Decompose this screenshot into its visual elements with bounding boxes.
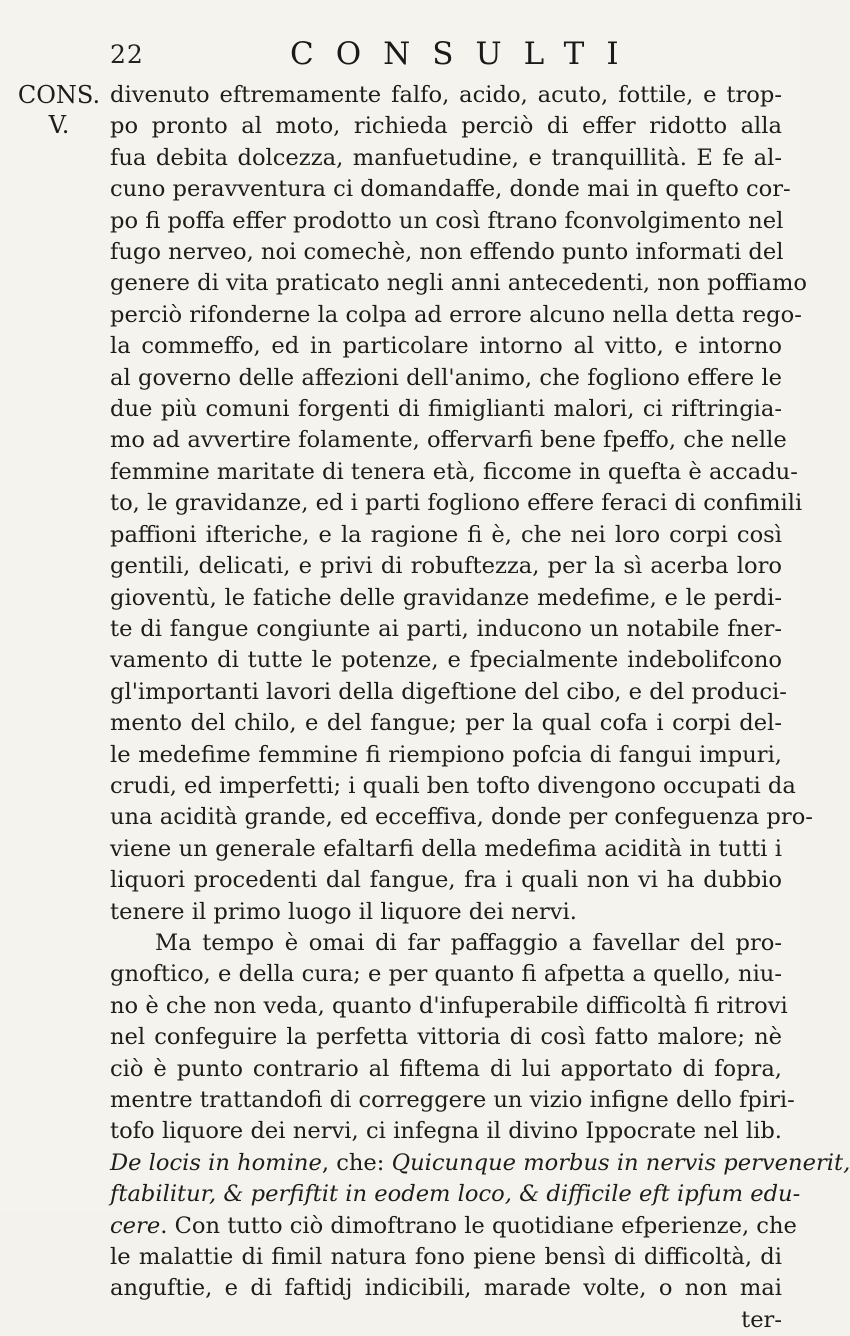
text-line: to, le gravidanze, ed i parti fogliono effere feraci di confimili: [110, 490, 803, 517]
body-text: [110, 80, 850, 1336]
text-line: fugo nerveo, noi comechè, non effendo punto informati del: [110, 239, 784, 266]
text-line: tenere il primo luogo il liquore dei nervi.: [110, 898, 577, 925]
text-line: divenuto eftremamente falfo, acido, acuto, fottile, e trop-: [110, 82, 782, 108]
text-line: cuno peravventura ci domandaffe, donde mai in quefto cor-: [110, 176, 791, 203]
text-line: gl'importanti lavori della digeftione del cibo, e del produci-: [110, 678, 787, 705]
text-line: Ma tempo è omai di far paffaggio a favellar del pro-: [155, 929, 782, 956]
margin-note: [4, 80, 114, 140]
text-line: viene un generale efaltarfi della medefima acidità in tutti i: [110, 835, 782, 862]
citation-quote-2: ftabilitur, & perfiftit in eodem loco, & difficile eft ipfum edu-: [110, 1181, 801, 1208]
citation-after: . Con tutto ciò dimoftrano le quotidiane efperienze, che: [160, 1212, 797, 1239]
text-line: po fi poffa effer prodotto un così ftrano fconvolgimento nel: [110, 207, 784, 234]
page-header: [0, 36, 800, 80]
text-line: mentre trattandofi di correggere un vizio infigne dello fpiri-: [110, 1087, 795, 1113]
text-line: te di fangue congiunte ai parti, inducono un notabile fner-: [110, 615, 782, 642]
citation-quote-1: Quicunque morbus in nervis pervenerit,: [391, 1149, 850, 1176]
text-line: mo ad avvertire folamente, offervarfi bene fpeffo, che nelle: [110, 427, 787, 454]
text-line: le medefime femmine fi riempiono pofcia di fangui impuri,: [110, 741, 782, 768]
text-line: tofo liquore dei nervi, ci infegna il divino Ippocrate nel lib.: [110, 1118, 782, 1145]
text-line: liquori procedenti dal fangue, fra i quali non vi ha dubbio: [110, 867, 782, 894]
text-line: paffioni ifteriche, e la ragione fi è, che nei loro corpi così: [110, 521, 782, 548]
text-line: crudi, ed imperfetti; i quali ben tofto divengono occupati da: [110, 772, 796, 799]
text-line: una acidità grande, ed ecceffiva, donde per confeguenza pro-: [110, 804, 813, 831]
page-number: 22: [110, 40, 144, 69]
text-line: fua debita dolcezza, manfuetudine, e tranquillità. E fe al-: [110, 144, 782, 171]
citation-line-3: [110, 1211, 797, 1242]
text-line: la commeffo, ed in particolare intorno al vitto, e intorno: [110, 333, 782, 360]
running-title: CONSULTI: [290, 36, 641, 72]
text-line: due più comuni forgenti di fimiglianti malori, ci riftringia-: [110, 396, 782, 423]
text-line: perciò rifonderne la colpa ad errore alcuno nella detta rego-: [110, 301, 802, 328]
text-line: femmine maritate di tenera età, ficcome in quefta è accadu-: [110, 458, 798, 485]
margin-note-line-2: V.: [48, 111, 70, 139]
margin-note-line-1: CONS.: [17, 81, 101, 109]
text-line: al governo delle affezioni dell'animo, che fogliono effere le: [110, 364, 782, 391]
text-line: gentili, delicati, e privi di robuftezza, per la sì acerba loro: [110, 553, 782, 580]
citation-title: De locis in homine: [110, 1149, 322, 1176]
citation-line-1: [110, 1148, 850, 1179]
citation-connector: , che:: [321, 1149, 392, 1176]
text-line: mento del chilo, e del fangue; per la qual cofa i corpi del-: [110, 710, 782, 737]
text-line: anguftie, e di faftidj indicibili, marade volte, o non mai: [110, 1275, 782, 1302]
text-line: gnoftico, e della cura; e per quanto fi afpetta a quello, niu-: [110, 961, 782, 988]
text-line: ciò è punto contrario al fiftema di lui apportato di fopra,: [110, 1055, 782, 1082]
text-line: no è che non veda, quanto d'infuperabile difficoltà fi ritrovi: [110, 992, 788, 1019]
citation-quote-3: cere: [110, 1212, 161, 1239]
text-line: po pronto al moto, richieda perciò di effer ridotto alla: [110, 113, 782, 140]
text-line: vamento di tutte le potenze, e fpecialmente indebolifcono: [110, 647, 782, 674]
catchword: ter-: [741, 1306, 782, 1333]
text-line: genere di vita praticato negli anni antecedenti, non poffiamo: [110, 270, 808, 297]
text-line: le malattie di fimil natura fono piene bensì di difficoltà, di: [110, 1244, 782, 1271]
text-line: nel confeguire la perfetta vittoria di così fatto malore; nè: [110, 1024, 782, 1051]
text-line: gioventù, le fatiche delle gravidanze medefime, e le perdi-: [110, 584, 782, 611]
